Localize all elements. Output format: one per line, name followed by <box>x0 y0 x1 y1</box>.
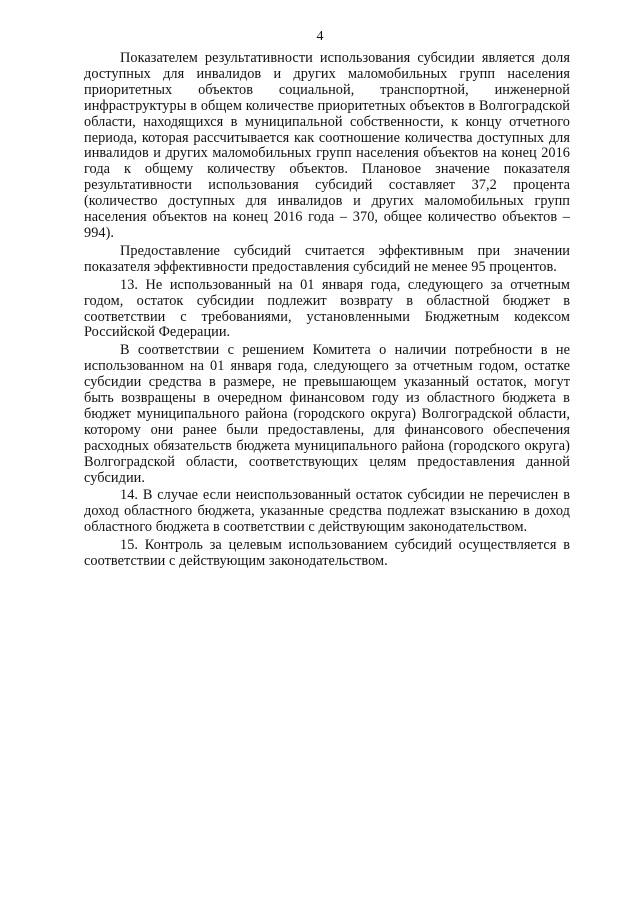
paragraph-item-13: 13. Не использованный на 01 января года, следующего за отчетным годом, остаток субсидии подлежит возврату в областной бюджет в соответствии с требованиями, установленными Бюджетным кодексом Российской Федерации. <box>84 276 570 341</box>
document-body <box>84 51 570 570</box>
paragraph-item-15: 15. Контроль за целевым использованием субсидий осуществляется в соответствии с действующим законодательством. <box>84 537 570 570</box>
paragraph-committee-decision: В соответствии с решением Комитета о наличии потребности в не использованном на 01 января года, следующего за отчетным годом, остатке субсидии средства в размере, не превышающем указанный остаток, могут быть возвращены в очередном финансовом году из областного бюджета в бюджет муниципального района (городского округа) Волгоградской области, которому они ранее были предоставлены, для финансового обеспечения расходных обязательств бюджета муниципального района (городского округа) Волгоградской области, соответствующих целям предоставления данной субсидии. <box>84 342 570 486</box>
paragraph-efficiency-criterion: Предоставление субсидий считается эффективным при значении показателя эффективности предоставления субсидий не менее 95 процентов. <box>84 242 570 275</box>
page-number: 4 <box>316 29 324 44</box>
paragraph-performance-indicator: Показателем результативности использования субсидии является доля доступных для инвалидов и других маломобильных групп населения приоритетных объектов социальной, транспортной, инженерной инфраструктуры в общем количестве приоритетных объектов в Волгоградской области, находящихся в муниципальной собственности, к концу отчетного периода, которая рассчитывается как соотношение количества доступных для инвалидов и других маломобильных групп населения объектов на конец 2016 года к общему количеству объектов. Плановое значение показателя результативности использования субсидий составляет 37,2 процента (количество доступных для инвалидов и других маломобильных групп населения объектов на конец 2016 года – 370, общее количество объектов – 994). <box>84 50 570 241</box>
paragraph-item-14: 14. В случае если неиспользованный остаток субсидии не перечислен в доход областного бюджета, указанные средства подлежат взысканию в доход областного бюджета в соответствии с действующим законодательством. <box>84 487 570 536</box>
